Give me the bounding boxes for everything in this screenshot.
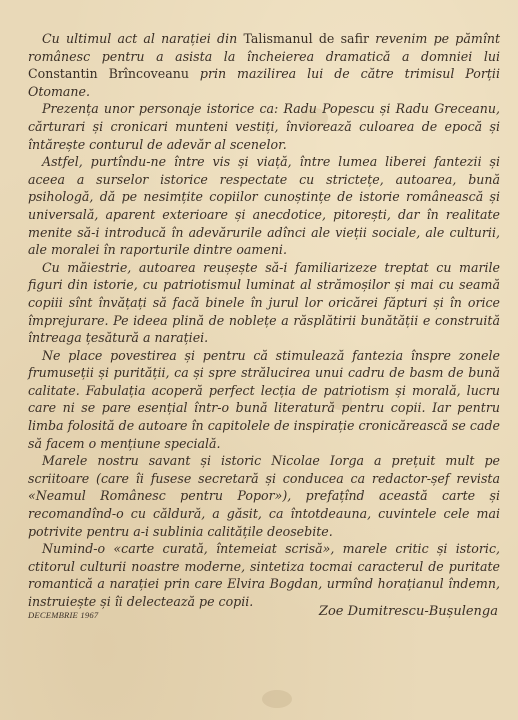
text-run: Astfel, purtîndu-ne între vis și viață, între lumea liberei fantezii și aceea a surselor istorice respectate cu strictețe, autoarea, bună psihologă, dă pe nesimțite copiilor cunoștințe de istorie românească și universală, aparent exterioare și anecdotice, pitorești, dar în realitate menite să-i introducă în adevărurile adînci ale vieții sociale, ale culturii, ale moralei în raporturile dintre oameni.: [28, 154, 500, 258]
text-run: Constantin Brîncoveanu: [28, 66, 189, 82]
text-run: Ne place povestirea și pentru că stimulează fantezia înspre zonele frumuseții și purității, ca și spre strălucirea unui cadru de basm de bună calitate. Fabulația acoperă perfect lecția de patriotism și morală, lucru care ni se pare esențial într-o bună literatură pentru copii. Iar pentru limba folosită de autoare în capitolele de inspirație cronicărească se cade să facem o mențiune specială.: [28, 347, 500, 451]
paragraph-1: [28, 30, 500, 100]
text-run: Cu ultimul act al narației din: [42, 31, 244, 46]
text-run: Marele nostru savant și istoric Nicolae Iorga a prețuit mult pe scriitoare (care îi fusese secretară și conducea ca redactor-șef revista «Neamul Românesc pentru Popor»), prefațînd această carte și recomandînd-o cu căldură, a găsit, ca întotdeauna, cuvintele cele mai potrivite pentru a-i sublinia calitățile deosebite.: [28, 453, 500, 539]
page-footer: [28, 604, 498, 628]
book-page-text: [28, 30, 500, 611]
paragraph-2: [28, 100, 500, 153]
paragraph-5: [28, 347, 500, 453]
text-run: revenim pe pămînt românesc pentru a asista la încheierea dramatică a domniei lui: [28, 31, 501, 64]
date-line: DECEMBRIE 1967: [28, 610, 99, 620]
text-run: Talismanul de safir: [243, 31, 369, 46]
paragraph-6: [28, 452, 500, 540]
paragraph-3: [28, 153, 500, 259]
text-run: Numind-o «carte curată, întemeiat scrisă», marele critic și istoric, ctitorul culturii noastre moderne, sintetiza tocmai caracterul de puritate romantică a narației prin care Elvira Bogdan, urmînd horațianul îndemn, instruiește și îi delectează pe copii.: [28, 541, 500, 609]
paragraph-4: [28, 259, 500, 347]
text-run: Prezența unor personaje istorice ca: Radu Popescu și Radu Greceanu, cărturari și cronicari munteni vestiți, înviorează culoarea de epocă și întărește conturul de adevăr al scenelor.: [28, 101, 500, 152]
author-signature: Zoe Dumitrescu-Bușulenga: [318, 604, 498, 619]
paragraph-7: [28, 540, 500, 610]
text-run: prin mazilirea lui de către trimisul Porții Otomane.: [28, 66, 500, 99]
paper-stain: [262, 690, 292, 708]
text-run: Cu măiestrie, autoarea reușește să-i familiarizeze treptat cu marile figuri din istorie, cu patriotismul luminat al strămoșilor și mai cu seamă copiii sînt învățați să facă binele în jurul lor oricărei făpturi și în orice împrejurare. Pe ideea plină de noblețe a răsplătirii bunătății e construită întreaga țesătură a narației.: [28, 259, 500, 346]
